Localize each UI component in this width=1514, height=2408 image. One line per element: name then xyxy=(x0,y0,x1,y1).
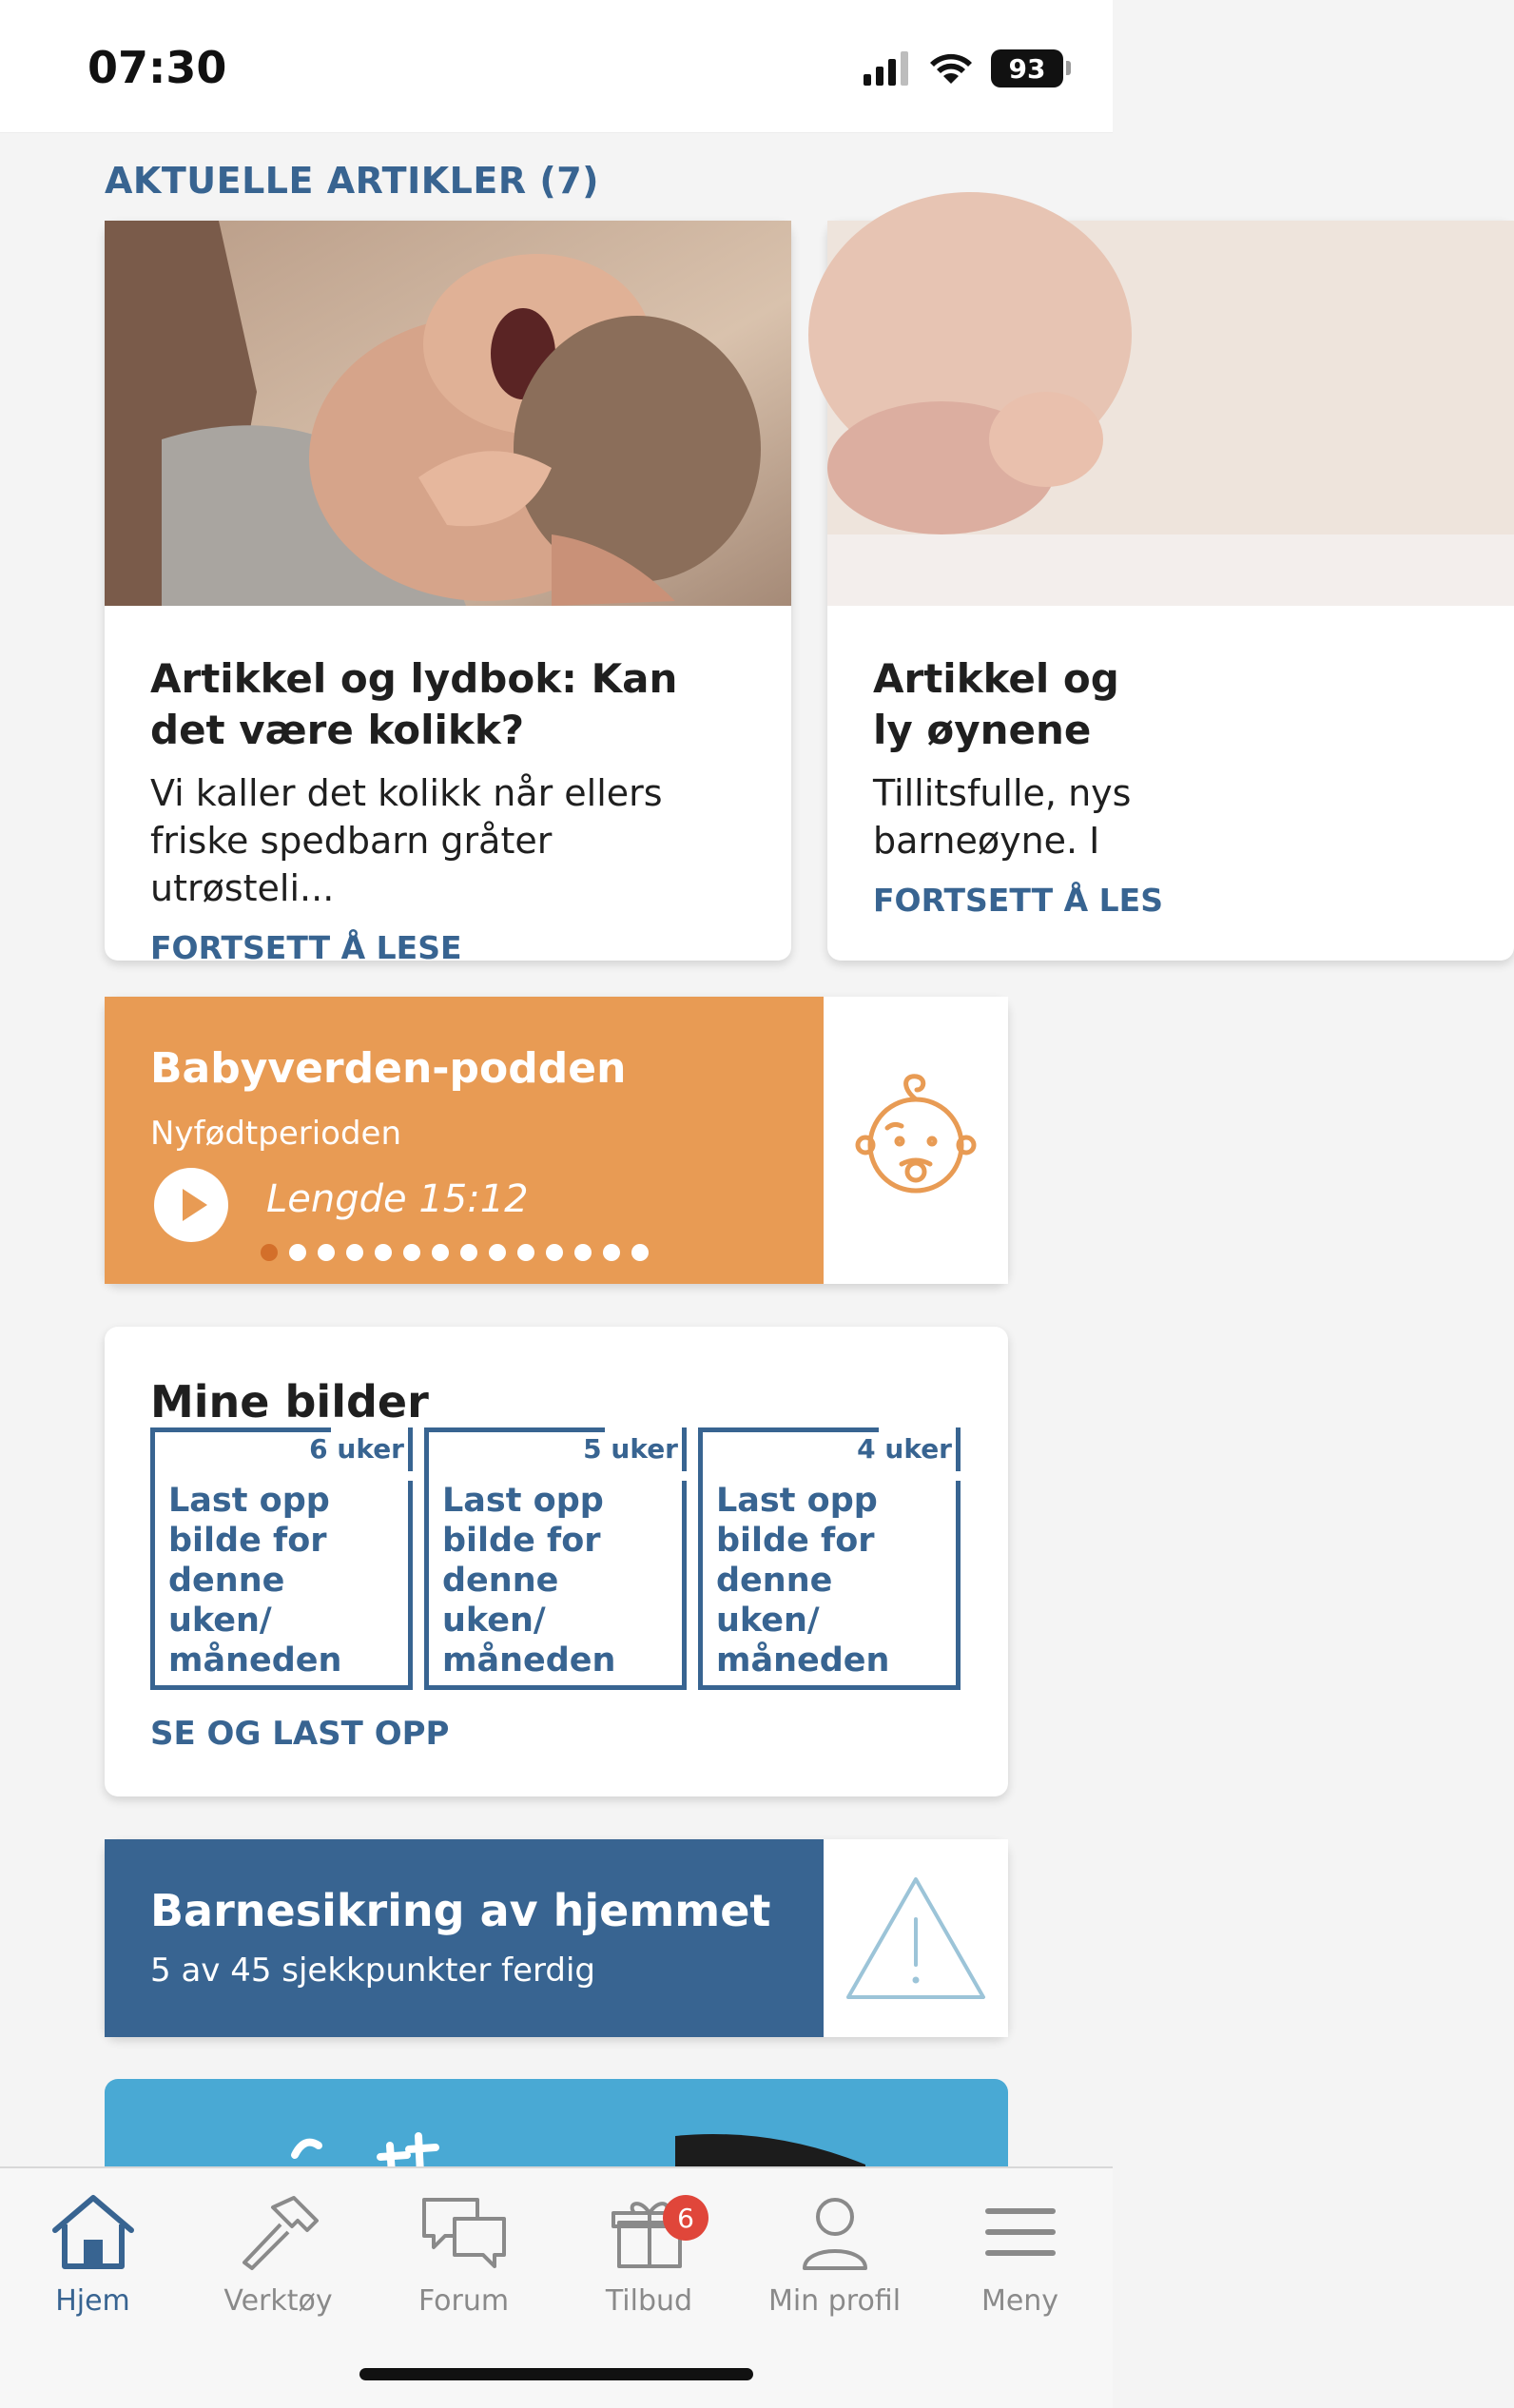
page-dot[interactable] xyxy=(460,1244,477,1261)
child-safety-info xyxy=(105,1839,824,2037)
continue-reading-link[interactable]: FORTSETT Å LES xyxy=(873,882,1163,919)
tab-profile[interactable] xyxy=(742,2185,927,2328)
battery-indicator: 93 xyxy=(991,49,1063,87)
child-safety-icon-panel xyxy=(824,1839,1008,2037)
page-dot[interactable] xyxy=(546,1244,563,1261)
slot-week-label: 6 uker xyxy=(309,1433,404,1465)
tab-label: Tilbud xyxy=(605,2284,693,2318)
page-dot[interactable] xyxy=(603,1244,620,1261)
page-dot[interactable] xyxy=(517,1244,534,1261)
page-dot[interactable] xyxy=(346,1244,363,1261)
tab-label: Min profil xyxy=(767,2284,902,2318)
status-time: 07:30 xyxy=(87,42,227,93)
tab-home[interactable] xyxy=(0,2185,185,2328)
slot-upload-text: Last opp bilde for denne uken/ måneden xyxy=(716,1482,890,1680)
page-dot[interactable] xyxy=(261,1244,278,1261)
warning-icon xyxy=(844,1874,987,2003)
page-dot[interactable] xyxy=(375,1244,392,1261)
article-body xyxy=(105,606,791,966)
photo-upload-slot[interactable] xyxy=(424,1427,687,1690)
tab-offers[interactable] xyxy=(556,2185,742,2328)
article-card[interactable] xyxy=(827,221,1514,961)
tab-label: Verktøy xyxy=(223,2284,333,2318)
play-button[interactable] xyxy=(154,1168,228,1242)
page-dot[interactable] xyxy=(289,1244,306,1261)
my-photos-card xyxy=(105,1327,1008,1796)
tab-label: Hjem xyxy=(55,2284,130,2318)
chat-bubbles-icon xyxy=(418,2192,510,2272)
child-safety-card[interactable] xyxy=(105,1839,1008,2037)
podcast-subtitle: Nyfødtperioden xyxy=(150,1115,402,1153)
article-excerpt: Vi kaller det kolikk når ellers friske spedbarn gråter utrøsteli... xyxy=(150,772,663,909)
tab-forum[interactable] xyxy=(371,2185,556,2328)
page-dot[interactable] xyxy=(489,1244,506,1261)
slot-upload-text: Last opp bilde for denne uken/ måneden xyxy=(168,1482,342,1680)
offers-badge: 6 xyxy=(663,2195,708,2241)
page-indicator[interactable] xyxy=(261,1244,649,1261)
podcast-length: Lengde 15:12 xyxy=(266,1177,529,1221)
status-icons xyxy=(864,49,1063,87)
hammer-icon xyxy=(235,2192,322,2272)
slot-week-label: 4 uker xyxy=(857,1433,952,1465)
promo-banner[interactable] xyxy=(105,2079,1008,2174)
tab-menu[interactable] xyxy=(927,2185,1113,2328)
article-image-crying-baby xyxy=(105,221,791,606)
page-dot[interactable] xyxy=(631,1244,649,1261)
child-safety-title: Barnesikring av hjemmet xyxy=(150,1885,771,1936)
slot-upload-text: Last opp bilde for denne uken/ måneden xyxy=(442,1482,616,1680)
article-body xyxy=(827,606,1514,919)
wifi-icon xyxy=(928,51,974,86)
cellular-signal-icon xyxy=(864,51,911,86)
child-safety-progress: 5 av 45 sjekkpunkter ferdig xyxy=(150,1952,596,1990)
home-indicator xyxy=(359,2368,753,2380)
view-and-upload-link[interactable]: SE OG LAST OPP xyxy=(150,1715,450,1753)
article-card[interactable] xyxy=(105,221,791,966)
article-excerpt: Tillitsfulle, nys barneøyne. I xyxy=(873,772,1132,862)
tab-label: Meny xyxy=(980,2284,1059,2318)
page-dot[interactable] xyxy=(432,1244,449,1261)
tab-tools[interactable] xyxy=(185,2185,371,2328)
status-bar xyxy=(0,0,1113,133)
podcast-icon-panel xyxy=(824,997,1008,1284)
page-dot[interactable] xyxy=(318,1244,335,1261)
podcast-title: Babyverden-podden xyxy=(150,1044,627,1093)
page-dot[interactable] xyxy=(574,1244,592,1261)
articles-section-title: AKTUELLE ARTIKLER (7) xyxy=(105,160,600,202)
baby-face-icon xyxy=(844,1069,987,1212)
photo-upload-slot[interactable] xyxy=(150,1427,413,1690)
my-photos-title: Mine bilder xyxy=(150,1376,429,1427)
photo-upload-slot[interactable] xyxy=(698,1427,961,1690)
menu-icon xyxy=(977,2192,1064,2272)
tab-label: Forum xyxy=(417,2284,510,2318)
continue-reading-link[interactable]: FORTSETT Å LESE xyxy=(150,929,462,966)
slot-week-label: 5 uker xyxy=(583,1433,678,1465)
page-dot[interactable] xyxy=(403,1244,420,1261)
podcast-info xyxy=(105,997,824,1284)
user-icon xyxy=(791,2192,879,2272)
article-title: Artikkel og ly øynene xyxy=(873,655,1119,753)
podcast-card[interactable] xyxy=(105,997,1008,1284)
article-title: Artikkel og lydbok: Kan det være kolikk? xyxy=(150,655,678,753)
article-image-baby-feet xyxy=(827,221,1514,606)
home-icon xyxy=(49,2192,137,2272)
